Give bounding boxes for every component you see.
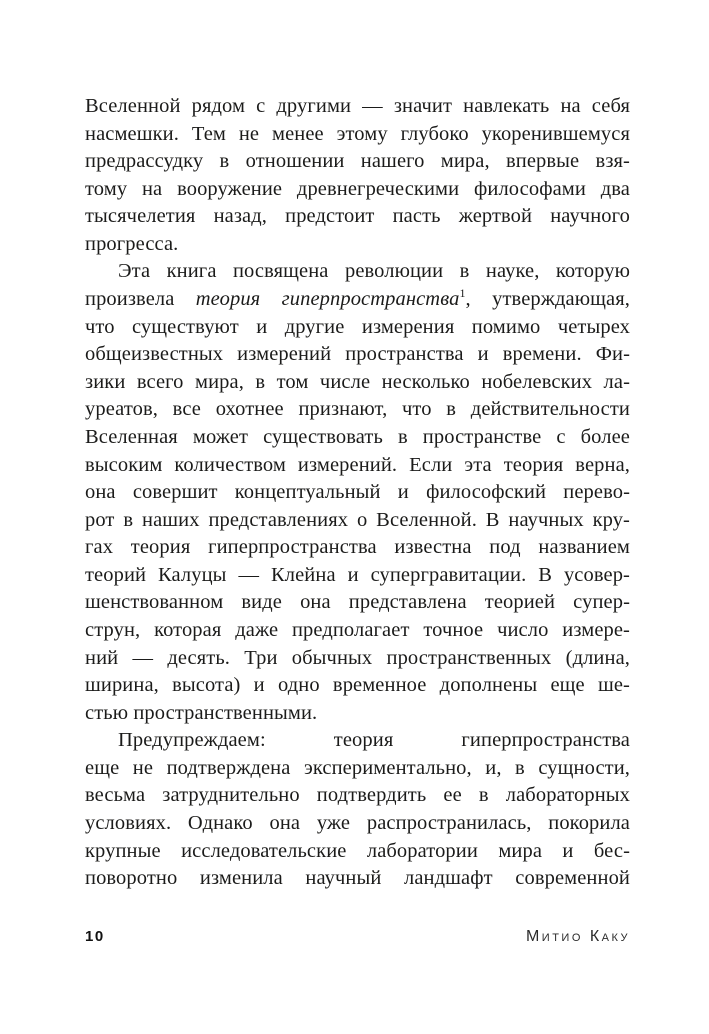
text-line: струн, которая даже предполагает точное число измере-: [85, 618, 630, 641]
text-line: прогресса.: [85, 232, 179, 255]
footnote-ref: 1: [459, 286, 466, 301]
text-line: теорий Калуцы — Клейна и супергравитации. В усовер-: [85, 563, 630, 586]
paragraph: [85, 727, 630, 892]
text-line: Предупреждаем: теория гиперпространства: [118, 729, 630, 752]
text-line: еще не подтверждена экспериментально, и, в сущности,: [85, 756, 630, 779]
text-segment: произвела: [85, 288, 196, 311]
text-line: условиях. Однако она уже распространилась, покорила: [85, 812, 630, 835]
text-line: ширина, высота) и одно временное дополнены еще ше-: [85, 674, 630, 697]
page-number: 10: [85, 928, 105, 945]
text-line: предрассудку в отношении нашего мира, впервые взя-: [85, 150, 630, 173]
text-line: гах теория гиперпространства известна под названием: [85, 536, 630, 559]
paragraph: [85, 93, 630, 258]
text-line: Вселенной рядом с другими — значит навлекать на себя: [85, 95, 630, 117]
text-line: уреатов, все охотнее признают, что в действительности: [85, 398, 630, 421]
text-line: стью пространственными.: [85, 701, 318, 724]
text-line: Эта книга посвящена революции в науке, которую: [118, 260, 630, 283]
text-line: высоким количеством измерений. Если эта теория верна,: [85, 453, 630, 476]
italic-term: теория гиперпространства: [195, 288, 460, 311]
text-line: крупные исследовательские лаборатории мира и бес-: [85, 839, 630, 862]
page-footer: [85, 928, 630, 946]
text-line: весьма затруднительно подтвердить ее в лабораторных: [85, 784, 630, 807]
paragraph: [85, 258, 630, 727]
running-head: Митио Каку: [525, 928, 630, 945]
text-line: она совершит концептуальный и философский перево-: [85, 481, 630, 504]
text-line: зики всего мира, в том числе несколько нобелевских ла-: [85, 370, 630, 393]
text-line: рот в наших представлениях о Вселенной. В научных кру-: [85, 508, 630, 531]
text-line: Вселенная может существовать в пространстве с более: [85, 425, 630, 448]
text-line: общеизвестных измерений пространства и времени. Фи-: [85, 343, 630, 366]
text-line: [85, 286, 630, 314]
text-line: тысячелетия назад, предстоит пасть жертвой научного: [85, 205, 630, 228]
text-line: ний — десять. Три обычных пространственных (длина,: [85, 646, 630, 669]
text-line: поворотно изменила научный ландшафт современной: [85, 867, 630, 890]
text-segment: , утверждающая,: [465, 288, 630, 311]
text-line: тому на вооружение древнегреческими философами два: [85, 177, 630, 200]
page-text: [85, 93, 630, 893]
text-line: шенствованном виде она представлена теорией супер-: [85, 591, 630, 614]
text-line: насмешки. Тем не менее этому глубоко укоренившемуся: [85, 122, 630, 145]
text-line: что существуют и другие измерения помимо четырех: [85, 315, 630, 338]
